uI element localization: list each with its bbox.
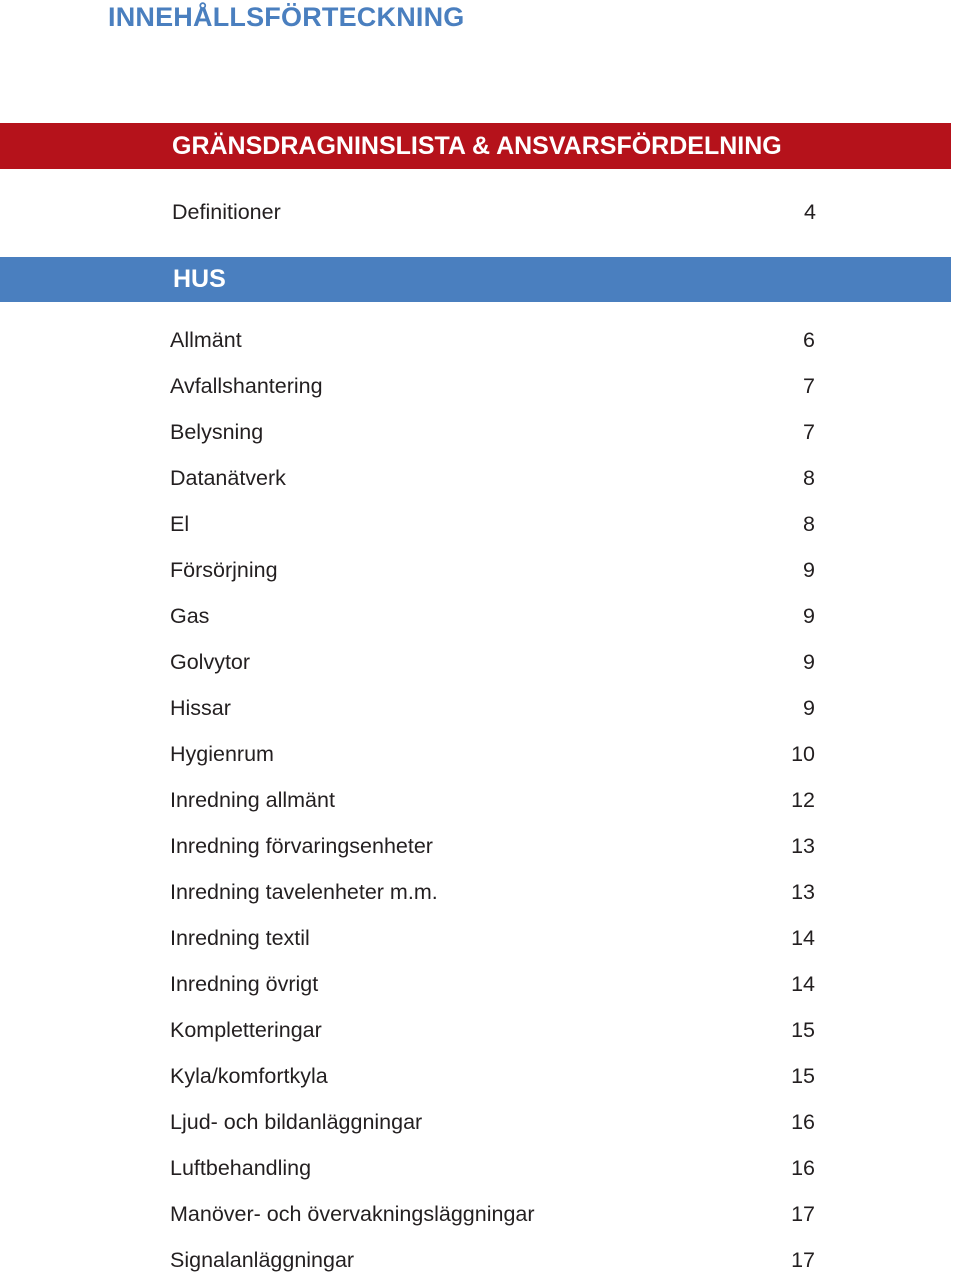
toc-entry-page: 10 xyxy=(791,742,815,766)
toc-entry[interactable] xyxy=(170,509,815,539)
toc-entry[interactable] xyxy=(170,739,815,769)
toc-entry[interactable] xyxy=(170,647,815,677)
toc-entry-page: 14 xyxy=(791,926,815,950)
toc-entry-page: 7 xyxy=(803,374,815,398)
toc-entry-page: 16 xyxy=(791,1156,815,1180)
toc-entry-page: 12 xyxy=(791,788,815,812)
toc-entry[interactable] xyxy=(170,463,815,493)
toc-entry-page: 15 xyxy=(791,1064,815,1088)
toc-entry[interactable] xyxy=(170,969,815,999)
toc-entry-page: 8 xyxy=(803,466,815,490)
toc-entry-page: 13 xyxy=(791,834,815,858)
toc-entry-page: 8 xyxy=(803,512,815,536)
toc-entry-label: Kompletteringar xyxy=(170,1018,322,1042)
toc-entry[interactable] xyxy=(170,417,815,447)
toc-entry[interactable] xyxy=(170,1153,815,1183)
toc-entry[interactable] xyxy=(170,1199,815,1229)
toc-entry-label: Ljud- och bildanläggningar xyxy=(170,1110,423,1134)
toc-entry-page: 9 xyxy=(803,604,815,628)
toc-entry-page: 17 xyxy=(791,1202,815,1226)
toc-entry-label: Definitioner xyxy=(172,200,281,224)
section-heading-gransdragning: GRÄNSDRAGNINSLISTA & ANSVARSFÖRDELNING xyxy=(0,123,951,169)
toc-entry-label: Signalanläggningar xyxy=(170,1248,355,1272)
toc-entry[interactable] xyxy=(170,877,815,907)
toc-entry-page: 7 xyxy=(803,420,815,444)
section-heading-hus: HUS xyxy=(0,257,951,302)
toc-entry[interactable] xyxy=(170,555,815,585)
toc-entry-label: Luftbehandling xyxy=(170,1156,312,1180)
toc-entry-label: Försörjning xyxy=(170,558,278,582)
toc-entry-label: Manöver- och övervakningsläggningar xyxy=(170,1202,535,1226)
toc-entry-page: 14 xyxy=(791,972,815,996)
toc-entry[interactable] xyxy=(170,1107,815,1137)
toc-entry[interactable] xyxy=(170,693,815,723)
toc-entry-page: 13 xyxy=(791,880,815,904)
toc-entry-label: Inredning tavelenheter m.m. xyxy=(170,880,438,904)
toc-entry-label: Inredning övrigt xyxy=(170,972,319,996)
toc-entry-label: Allmänt xyxy=(170,328,242,352)
toc-entry[interactable] xyxy=(170,1245,815,1275)
toc-entry-label: Gas xyxy=(170,604,210,628)
toc-entry-label: El xyxy=(170,512,190,536)
toc-entry-label: Avfallshantering xyxy=(170,374,323,398)
toc-entry-label: Inredning textil xyxy=(170,926,310,950)
toc-entry-label: Belysning xyxy=(170,420,264,444)
toc-entry-label: Kyla/komfortkyla xyxy=(170,1064,328,1088)
toc-entry-label: Golvytor xyxy=(170,650,251,674)
toc-entry-page: 9 xyxy=(803,650,815,674)
toc-entry[interactable] xyxy=(170,371,815,401)
toc-entry-label: Datanätverk xyxy=(170,466,286,490)
page-title: INNEHÅLLSFÖRTECKNING xyxy=(108,2,465,32)
toc-entry-label: Hygienrum xyxy=(170,742,274,766)
toc-entry[interactable] xyxy=(170,1061,815,1091)
toc-entry[interactable] xyxy=(170,923,815,953)
toc-entry[interactable] xyxy=(170,1015,815,1045)
toc-entry-label: Inredning allmänt xyxy=(170,788,335,812)
toc-entry-label: Inredning förvaringsenheter xyxy=(170,834,433,858)
toc-entry-page: 15 xyxy=(791,1018,815,1042)
toc-entry-page: 4 xyxy=(804,200,816,224)
toc-entry-page: 16 xyxy=(791,1110,815,1134)
toc-entry[interactable] xyxy=(170,785,815,815)
toc-entry-page: 9 xyxy=(803,696,815,720)
toc-entry[interactable] xyxy=(170,831,815,861)
toc-entry-definitioner[interactable] xyxy=(172,197,816,227)
toc-entry-label: Hissar xyxy=(170,696,231,720)
toc-entry[interactable] xyxy=(170,325,815,355)
toc-entry-page: 17 xyxy=(791,1248,815,1272)
toc-entry-page: 9 xyxy=(803,558,815,582)
toc-entry-page: 6 xyxy=(803,328,815,352)
toc-entry[interactable] xyxy=(170,601,815,631)
